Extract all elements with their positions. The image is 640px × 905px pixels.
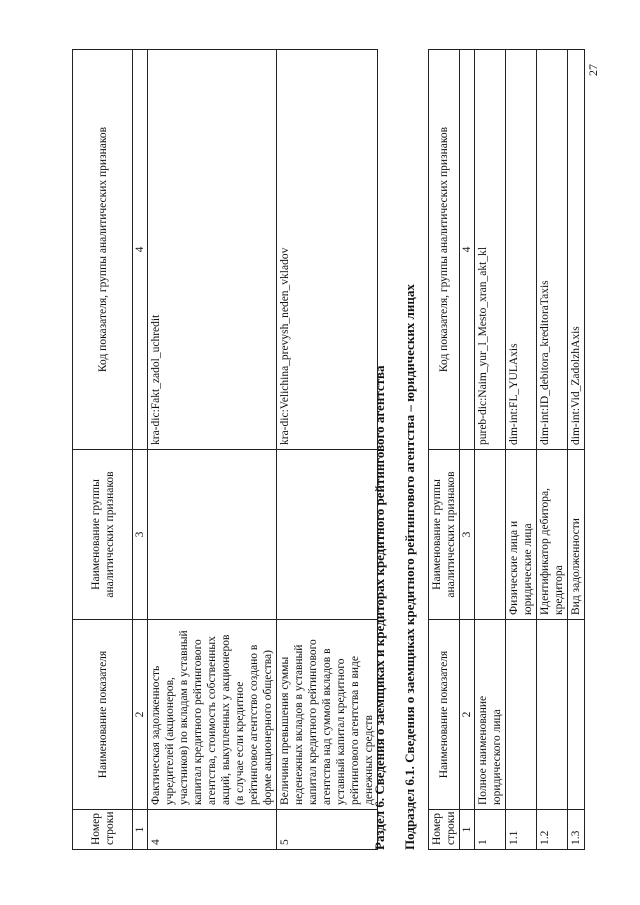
indicator-code: dim-int:FL_YULAxis — [506, 50, 537, 450]
header-row-number: Номер строки — [429, 810, 460, 850]
indicator-code: pureb-dic:Naim_yur_l_Mesto_xran_akt_kl — [475, 50, 506, 450]
table-row — [148, 50, 277, 850]
column-number: 1 — [133, 810, 148, 850]
row-number: 1.1 — [506, 810, 537, 850]
indicator-code: dim-int:Vid_ZadolzhAxis — [568, 50, 585, 450]
header-code: Код показателя, группы аналитических признаков — [429, 50, 460, 450]
header-group-name: Наименование группы аналитических признаков — [73, 450, 133, 620]
header-code: Код показателя, группы аналитических признаков — [73, 50, 133, 450]
header-indicator-name: Наименование показателя — [73, 620, 133, 810]
table-row — [568, 50, 585, 850]
header-group-name: Наименование группы аналитических признаков — [429, 450, 460, 620]
column-number-row — [133, 50, 148, 850]
indicator-name: Величина превышения суммы неденежных вкладов в уставный капитал кредитного рейтингового агентства над суммой вкладов в уставный капитал кредитного рейтингового агентства в виде денежных средств — [277, 620, 378, 810]
indicator-name: Полное наименование юридического лица — [475, 620, 506, 810]
table-row — [537, 50, 568, 850]
row-number: 1.3 — [568, 810, 585, 850]
column-number: 2 — [133, 620, 148, 810]
header-row-number: Номер строки — [73, 810, 133, 850]
column-number: 3 — [460, 450, 475, 620]
header-indicator-name: Наименование показателя — [429, 620, 460, 810]
group-name: Вид задолженности — [568, 450, 585, 620]
page-number: 27 — [586, 64, 600, 76]
indicator-code: dim-int:ID_debitora_kreditoraTaxis — [537, 50, 568, 450]
table-row — [506, 50, 537, 850]
column-number: 3 — [133, 450, 148, 620]
table-header-row — [429, 50, 460, 850]
column-number: 2 — [460, 620, 475, 810]
table-row — [475, 50, 506, 850]
indicator-code: kra-dic:Velichina_prevysh_neden_vkladov — [277, 50, 378, 450]
indicators-table — [72, 49, 378, 850]
column-number: 1 — [460, 810, 475, 850]
table-header-row — [73, 50, 133, 850]
row-number: 4 — [148, 810, 277, 850]
group-name: Физические лица и юридические лица — [506, 450, 537, 620]
indicator-name: Фактическая задолженность учредителей (акционеров, участников) по вкладам в уставный капитал кредитного рейтингового агентства, стоимость собственных акций, выкупленных у акционеров (в случае если кредитное рейтинговое агентство создано в форме акционерного общества) — [148, 620, 277, 810]
row-number: 1.2 — [537, 810, 568, 850]
group-name — [475, 450, 506, 620]
indicator-code: kra-dic:Fakt_zadol_uchredit — [148, 50, 277, 450]
group-name — [277, 450, 378, 620]
column-number: 4 — [133, 50, 148, 450]
column-number: 4 — [460, 50, 475, 450]
group-name — [148, 450, 277, 620]
subsection-heading: Подраздел 6.1. Сведения о заемщиках кредитного рейтингового агентства – юридических лицах — [402, 284, 417, 850]
borrowers-table — [428, 49, 585, 850]
indicator-name — [537, 620, 568, 810]
group-name: Идентификатор дебитора, кредитора — [537, 450, 568, 620]
section-heading: Раздел 6. Сведения о заемщиках и кредиторах кредитного рейтингового агентства — [372, 365, 387, 850]
rotated-page-content — [72, 50, 627, 850]
column-number-row — [460, 50, 475, 850]
row-number: 1 — [475, 810, 506, 850]
table-row — [277, 50, 378, 850]
row-number: 5 — [277, 810, 378, 850]
indicator-name — [568, 620, 585, 810]
indicator-name — [506, 620, 537, 810]
